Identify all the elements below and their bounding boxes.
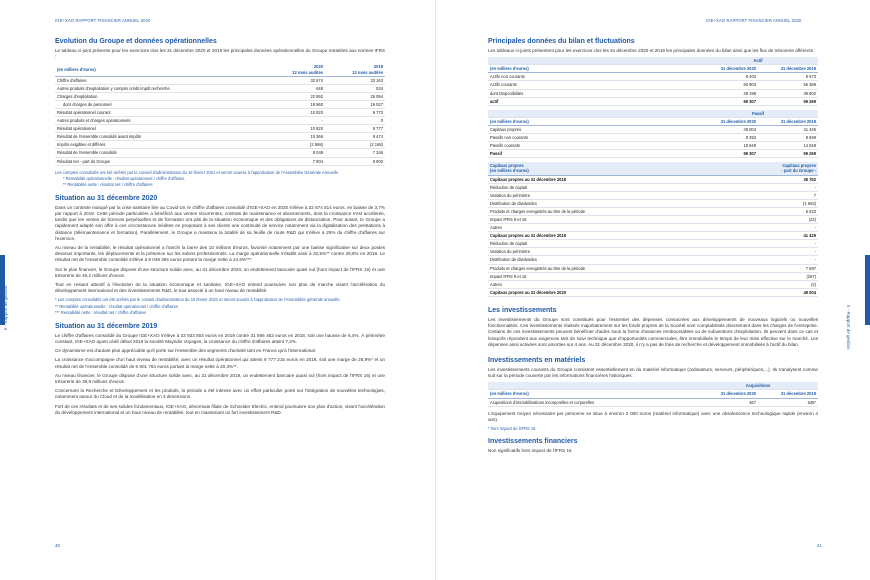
section-title: Situation au 31 décembre 2019 (55, 322, 158, 330)
paragraph: Dans un contexte marqué par la crise sanitaire liée au Covid-19, le chiffre d'affaires consolidé d'IGE+XAO en 2020 s'élève à 32 674 814 euros, en baisse de 3,7% par rapport à 2019. Cette période particulière a bénéficié aux ventes récurrentes, contrats de maintenance et abonnements, dont la croissance s'est accélérée, tandis que les ventes de licences perpétuelles et de formation ont pâti de la situation économique et des obligations de distanciation. Pour autant, le Groupe a rapidement adapté son offre à ces circonstances inédites en proposant à ses clients une continuité de service notamment via la digitalisation des prestations à distance (télémaintenance et formation). Parallèlement, le Groupe a maintenu la totalité de sa feuille de route R&D qui s'élève à 25% du chiffre d'affaires sur l'exercice. (55, 204, 385, 241)
footnote: * Rentabilité opérationnelle : résultat opérationnel / chiffre d'affaires (63, 176, 185, 182)
table-row: Résultat opérationnel 10 820 9 777 (57, 126, 383, 132)
table-row: Distribution de dividendes - (490, 257, 816, 263)
table-row: Résultat opérationnel courant 10 820 9 773 (57, 109, 383, 115)
table-row: Résultat net - part du Groupe 7 904 6 902 (57, 158, 383, 164)
table-band-header: Actif (698, 57, 818, 65)
table-row: Actifs courants 60 903 56 389 (490, 82, 816, 88)
table-row: Capitaux propres au 31 décembre 2019 41 425 (490, 233, 816, 239)
paragraph: Tout en restant attentif à l'évolution de la situation économique et sanitaire, IGE+XAO entend poursuivre son plan de marche visant l'accélération du développement international et des investissements R&D, le tout associé à un haut niveau de rentabilité. (55, 282, 385, 294)
table-row: Impact IFRS 9 et 15 (267) (490, 273, 816, 279)
paragraph: Au niveau de la rentabilité, le résultat opérationnel a franchi la barre des 10 millions d'euros, favorisé notamment par une baisse significative sur deux postes devenus importants, les déplacements et la présence sur les salons professionnels. La marge opérationnelle s'établit ainsi à 32,5%** contre 28,8% en 2019. Le résultat net de l'ensemble consolidé s'élève à 8 049 394 euros portant la marge nette à 24,6%***. (55, 245, 385, 263)
section-intro: Les tableaux ci-joints présentent pour les exercices clos les 31 décembre 2020 et 2019 les principales données du bilan ainsi que les flux de trésorerie afférents : (488, 48, 816, 53)
table-header-cell: (en milliers d'euros) (488, 117, 698, 125)
table-header-cell: 31 décembre 2019 (758, 117, 818, 125)
paragraph: Au niveau financier, le Groupe dispose d'une structure solide avec, au 31 décembre 2019, un endettement bancaire quasi nul (hors impact de l'IFRS 16) et une trésorerie de 39,8 millions d'euros. (55, 372, 385, 384)
table-header-cell: 31 décembre 2020 (698, 117, 758, 125)
paragraph: Le chiffre d'affaires consolidé du Groupe IGE+XAO s'élève à 33 933 804 euros en 2019 contre 31 866 483 euros en 2018, soit une hausse de 6,4%. À périmètre constant, IGE+XAO ayant cédé début 2019 la société Mayridis Voyages, la croissance du chiffre d'affaires atteint 7,2%. (55, 332, 385, 344)
table-row: Capitaux propres 49 004 41 425 (490, 126, 816, 132)
section-side-label: II - Rapport de gestion (3, 285, 8, 330)
table-row: dont charges de personnel 18 960 16 027 (55, 100, 385, 108)
table-row: Impact IFRS 9 et 15 (24) (490, 216, 816, 222)
footnote: ** Rentabilité nette : résultat net / chiffre d'affaires (63, 182, 153, 188)
table-header-cell: Capitaux propres - part du Groupe - (728, 162, 818, 175)
table-row: Produits et charges enregistrés au titre de la période 6 623 (490, 208, 816, 214)
table-header-cell: (en milliers d'euros) (55, 63, 265, 76)
table-row: Capitaux propres au 31 décembre 2018 36 752 (490, 176, 816, 182)
table-header-cell: (en milliers d'euros) (488, 390, 698, 398)
table-row: dont Disponibilités 49 198 39 802 (490, 90, 816, 96)
paragraph: Les investissements courants du Groupe consistent essentiellement en du matériel informatique (ordinateurs, serveurs, périphériques,...). Ils s'analysent comme suit sur la période couverte par les informations financières historiques : (488, 366, 818, 379)
table-row: Autres (2) (490, 281, 816, 287)
table-row: Capitaux propres au 31 décembre 2020 49 004 (490, 289, 816, 295)
table-row: Autres - (490, 225, 816, 231)
right-page (435, 0, 870, 580)
footnote: ** Rentabilité opérationnelle : résultat opérationnel / chiffre d'affaires (55, 303, 179, 309)
table-header-cell: 31 décembre 2019 (758, 65, 818, 73)
paragraph: Les investissements du Groupe sont constitués pour l'essentiel des dépenses consacrées aux développements de nouveaux logiciels ou nouvelles fonctionnalités. Ces investissements réalisés majoritairement sur les fonds propres de la Société sont comptabilisés directement dans les charges de l'entreprise. Certains de ces investissements peuvent bénéficier d'aides sous la forme d'avances remboursables ou de subventions d'exploitation. Ils peuvent dans ce cas et lorsqu'ils répondent aux exigences tant de suivi technique que d'opportunités commerciales, être immobilisés le temps de leur mise effective sur le marché. Les dépenses ainsi activées sont amorties sur 4 ans. Au 31 décembre 2020, il n'y a pas de frais de recherche et développement immobilisés à l'actif du bilan. (488, 316, 818, 347)
table-band-header: Passif (698, 110, 818, 118)
table-header-cell: 2020 12 mois audités (265, 63, 325, 76)
footnote: * Les comptes consolidés ont été arrêtés par le conseil d'administration du 15 février 2021 et seront soumis à l'approbation de l'Assemblée générale annuelle. (55, 297, 341, 303)
section-intro: Le tableau ci-joint présente pour les exercices clos les 31 décembre 2020 et 2019 les principales données opérationnelles du Groupe retraitées aux normes IFRS : (55, 48, 385, 60)
footnote: * hors impact de l'IFRS 16 (488, 426, 536, 432)
equity-table (488, 162, 818, 297)
paragraph: Fort de ces résultats et de ses solides fondamentaux, IGE+XAO, désormais filiale de Schneider Electric, entend poursuivre son plan d'action, visant l'accélération du développement international et un haut niveau de rentabilité, tout en maintenant un fort investissement R&D. (55, 403, 385, 415)
table-header-cell: 31 décembre 2020 (698, 390, 758, 398)
acquisitions-table (488, 382, 818, 406)
table-header-cell: 31 décembre 2019 (758, 390, 818, 398)
passif-table (488, 110, 818, 159)
paragraph: La croissance s'accompagne d'un haut niveau de rentabilité, avec un résultat opérationnel qui atteint 9 777 215 euros en 2019, soit une marge de 28,8%* et un résultat net de l'ensemble consolidé de 6 901 764 euros portant la marge nette à 20,3%**. (55, 357, 385, 369)
section-side-label: II - Rapport de gestion (846, 305, 851, 350)
paragraph: Sur le plan financier, le Groupe dispose d'une structure solide avec, au 31 décembre 2020, un endettement bancaire quasi nul (hors impact de l'IFRS 16) et une trésorerie de 49,2 millions d'euros. (55, 266, 385, 278)
table-header-cell: (en milliers d'euros) (488, 65, 698, 73)
table-row: Passifs non courants 8 353 8 669 (490, 135, 816, 141)
table-row: Acquisitions d'immobilisations incorporelles et corporelles 467 545* (490, 399, 816, 405)
table-row: Résultat de l'ensemble consolidé avant impôts 10 369 9 474 (57, 134, 383, 140)
table-row: Réduction de capital - (490, 241, 816, 247)
table-band-header: Acquisitions (698, 382, 818, 390)
section-title: Investissements financiers (488, 438, 578, 446)
section-title: Principales données du bilan et fluctuations (488, 38, 635, 45)
footnote: *** Rentabilité nette : résultat net / chiffre d'affaires (55, 310, 147, 316)
table-row: Actifs non courants 8 404 8 673 (490, 74, 816, 80)
table-row: Impôts exigibles et différés (2 568) (2 168) (57, 142, 383, 148)
section-tab-marker (865, 255, 870, 325)
table-row: Réduction de capital - (490, 184, 816, 190)
table-row: Passifs courants 18 949 14 948 (490, 143, 816, 149)
paragraph: L'équipement moyen nécessaire par personne se situe à environ 2 000 euros (matériel informatique) avec une obsolescence technologique rapide (environ 4 ans). (488, 410, 818, 422)
table-row: Variation du périmètre 7 (490, 192, 816, 198)
section-title: Evolution du Groupe et données opérationnelles (55, 38, 217, 45)
left-content (55, 38, 385, 419)
page-header: IGE+XAO RAPPORT FINANCIER ANNUEL 2020 (706, 18, 802, 23)
table-row: Passif 69 307 59 269 (490, 151, 816, 157)
page-header: IGE+XAO RAPPORT FINANCIER ANNUEL 2020 (55, 18, 151, 23)
table-row: Résultat de l'ensemble consolidé 8 049 7 346 (57, 150, 383, 156)
actif-table (488, 57, 818, 106)
page-number: 41 (816, 543, 822, 548)
section-title: Les investissements (488, 306, 557, 314)
paragraph: Ce dynamisme est d'autant plus appréciable qu'il porte sur l'ensemble des segments d'activité tant en France qu'à l'international. (55, 348, 317, 354)
table-header-cell: 2019 12 mois audités (325, 63, 385, 76)
section-title: Investissements en matériels (488, 356, 586, 364)
paragraph: Non significatifs hors impact de l'IFRS 16 (488, 448, 572, 454)
paragraph: Concernant la Recherche et Développement et les produits, la période a été intense avec un effort particulier porté sur l'intégration de nouvelles technologies, notamment autour du Cloud et de la modélisation en 3 dimensions. (55, 388, 385, 400)
table-row: Chiffre d'affaires 32 674 33 163 (57, 77, 383, 83)
right-content (488, 38, 818, 458)
table-row: Produits et charges enregistrés au titre de la période 7 897 (490, 265, 816, 271)
page-number: 40 (55, 543, 61, 548)
table-row: Distribution de dividendes (1 663) (490, 200, 816, 206)
table-row: Autres produits et charges opérationnels - 0 (57, 118, 383, 124)
operational-data-table (55, 63, 385, 165)
table-row: Charges d'exploitation 22 892 25 094 (57, 93, 383, 99)
table-header-cell: Capitaux propres (en milliers d'euros) (488, 162, 728, 175)
table-header-cell: 31 décembre 2020 (698, 65, 758, 73)
table-row: Variation du périmètre - (490, 249, 816, 255)
section-title: Situation au 31 décembre 2020 (55, 194, 158, 202)
table-row: actif 69 307 59 269 (490, 98, 816, 104)
footnote: Les comptes consolidés ont été arrêtés par le conseil d'administration du 15 février 2021 et seront soumis à l'approbation de l'Assemblée Générale Annuelle. (55, 169, 340, 175)
table-row: Autres produits d'exploitation y compris crédit impôt recherche 648 534 (57, 85, 383, 91)
